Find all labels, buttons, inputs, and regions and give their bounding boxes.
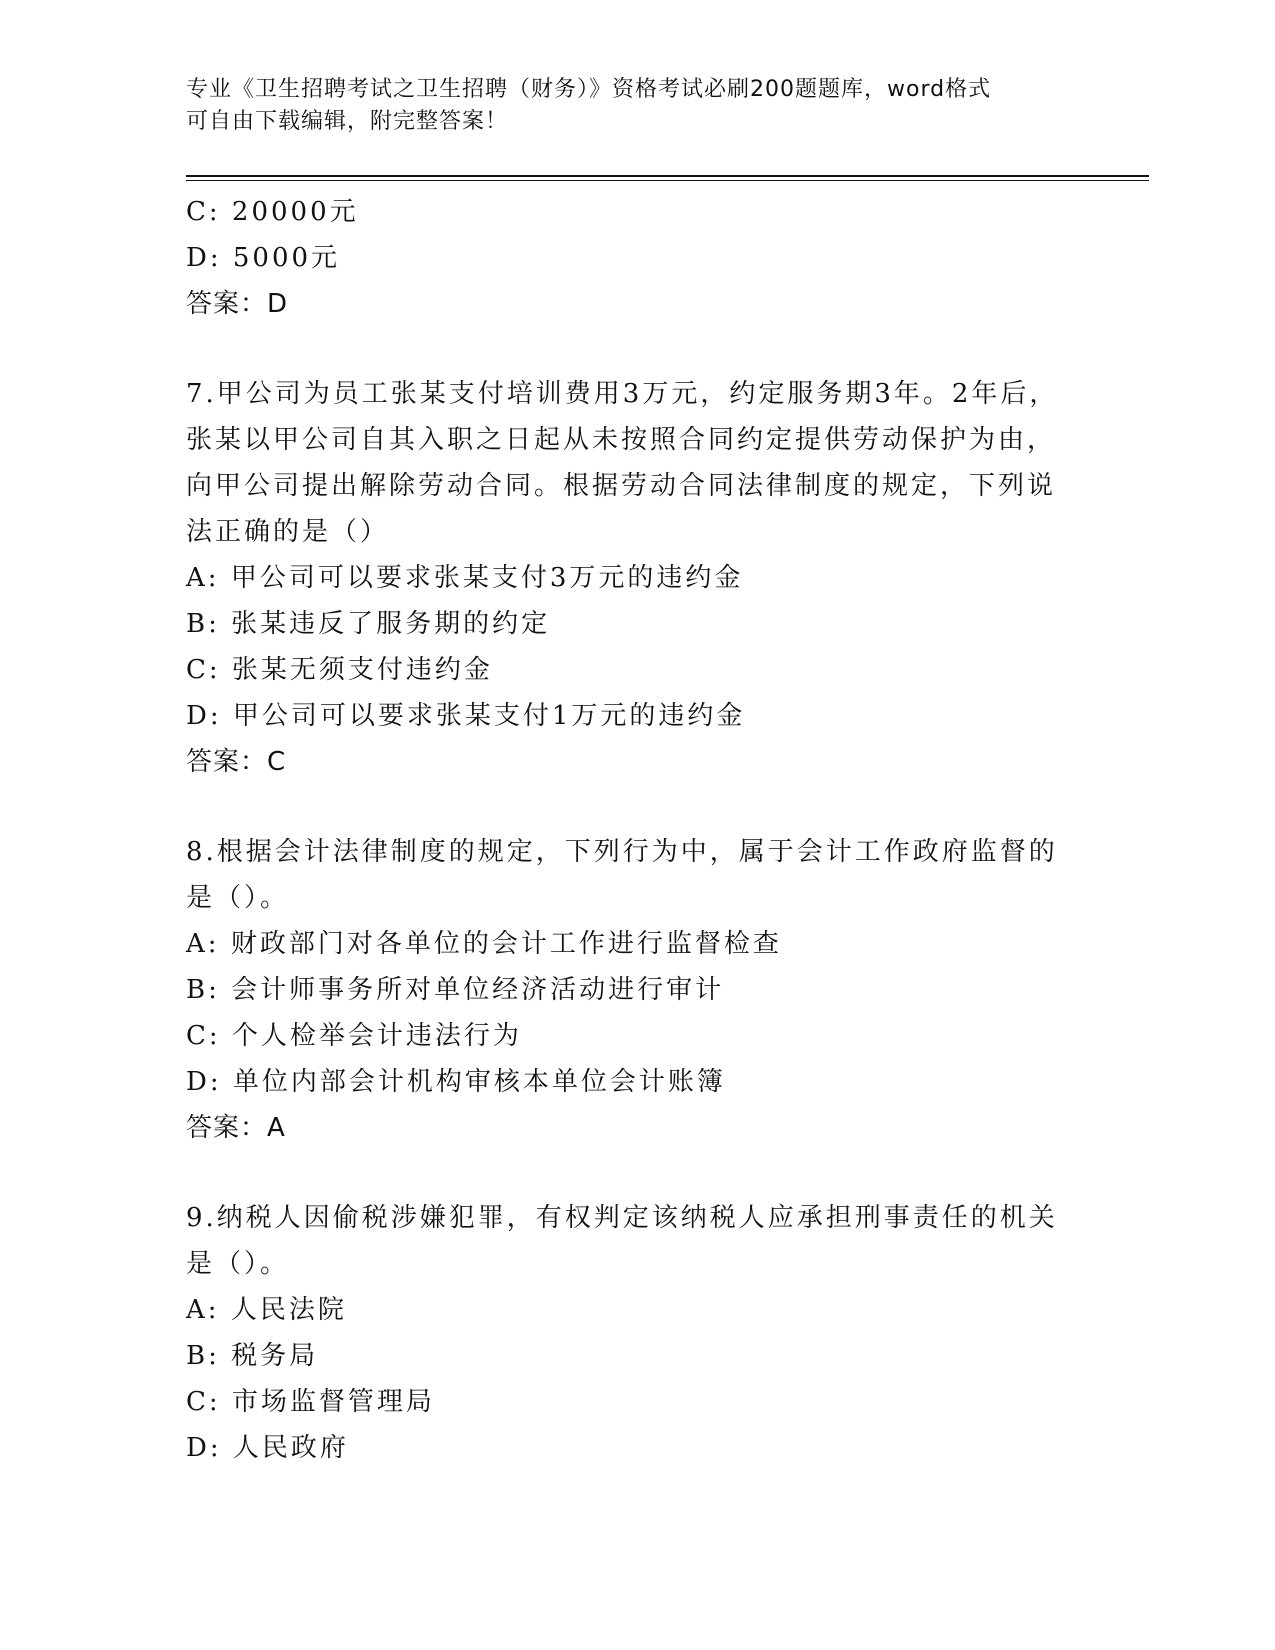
question-8 — [186, 829, 1066, 1151]
option-text: 会计师事务所对单位经济活动进行审计 — [231, 975, 725, 1005]
header-title-line-1: 专业《卫生招聘考试之卫生招聘（财务）》资格考试必刷200题题库，word格式 — [186, 77, 992, 102]
question-7 — [186, 371, 1066, 785]
option-a — [186, 555, 1066, 601]
question-9 — [186, 1195, 1066, 1471]
option-a — [186, 1287, 1066, 1333]
option-d — [186, 693, 1066, 739]
question-stem-line: 法正确的是（） — [186, 517, 390, 547]
answer-line: 答案：A — [186, 1113, 286, 1143]
option-d — [186, 1425, 1066, 1471]
option-a — [186, 921, 1066, 967]
option-label: D: — [186, 1067, 222, 1097]
option-c — [186, 647, 1066, 693]
option-label: C: — [186, 197, 221, 227]
option-b — [186, 601, 1066, 647]
option-label: D: — [186, 243, 222, 273]
option-c — [186, 189, 1066, 235]
question-stem-line: 9.纳税人因偷税涉嫌犯罪，有权判定该纳税人应承担刑事责任的机关 — [186, 1203, 1058, 1233]
option-b — [186, 967, 1066, 1013]
question-stem-line: 是（）。 — [186, 883, 290, 913]
question-list — [186, 189, 1066, 1471]
option-label: D: — [186, 1433, 222, 1463]
option-label: C: — [186, 1021, 221, 1051]
option-label: C: — [186, 1387, 221, 1417]
option-c — [186, 1013, 1066, 1059]
option-text: 张某违反了服务期的约定 — [231, 609, 551, 639]
option-text: 甲公司可以要求张某支付3万元的违约金 — [230, 563, 744, 593]
question-stem-line: 张某以甲公司自其入职之日起从未按照合同约定提供劳动保护为由， — [186, 425, 1057, 455]
option-text: 人民政府 — [232, 1433, 349, 1463]
option-label: B: — [186, 609, 220, 639]
option-text: 张某无须支付违约金 — [231, 655, 493, 685]
option-d — [186, 1059, 1066, 1105]
question-stem-line: 8.根据会计法律制度的规定，下列行为中，属于会计工作政府监督的 — [186, 837, 1058, 867]
header-title-line-2: 可自由下载编辑，附完整答案！ — [186, 109, 509, 134]
question-stem-line: 向甲公司提出解除劳动合同。根据劳动合同法律制度的规定，下列说 — [186, 471, 1057, 501]
option-text: 税务局 — [231, 1341, 319, 1371]
option-c — [186, 1379, 1066, 1425]
answer-line: 答案：D — [186, 289, 289, 319]
prev-question-options — [186, 189, 1066, 281]
option-label: A: — [186, 929, 220, 959]
option-d — [186, 235, 1066, 281]
option-b — [186, 1333, 1066, 1379]
page-header — [186, 74, 1066, 138]
option-text: 甲公司可以要求张某支付1万元的违约金 — [232, 701, 746, 731]
option-label: C: — [186, 655, 221, 685]
question-stem-line: 7.甲公司为员工张某支付培训费用3万元，约定服务期3年。2年后， — [186, 379, 1059, 409]
option-label: B: — [186, 975, 220, 1005]
option-label: A: — [186, 563, 220, 593]
option-label: B: — [186, 1341, 220, 1371]
option-label: A: — [186, 1295, 220, 1325]
question-stem-line: 是（）。 — [186, 1249, 290, 1279]
header-divider-thin — [186, 180, 1149, 181]
header-divider-thick — [186, 175, 1149, 177]
option-text: 5000元 — [232, 243, 341, 273]
option-text: 单位内部会计机构审核本单位会计账簿 — [232, 1067, 726, 1097]
option-text: 人民法院 — [230, 1295, 347, 1325]
answer-line: 答案：C — [186, 747, 287, 777]
option-text: 20000元 — [231, 197, 359, 227]
option-text: 财政部门对各单位的会计工作进行监督检查 — [230, 929, 782, 959]
option-text: 个人检举会计违法行为 — [231, 1021, 522, 1051]
option-label: D: — [186, 701, 222, 731]
option-text: 市场监督管理局 — [231, 1387, 435, 1417]
